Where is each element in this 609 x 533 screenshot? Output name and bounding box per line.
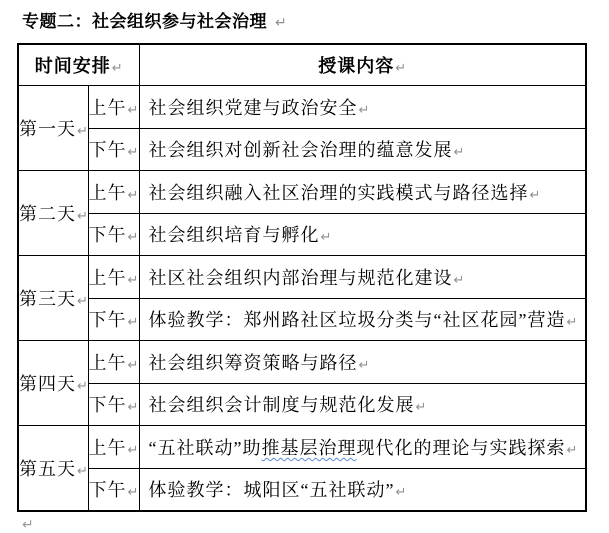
day-cell-2[interactable] [18,171,88,256]
table-row [18,298,586,341]
day-cell-5[interactable] [18,426,88,511]
content-text: 社会组织对创新社会治理的蕴意发展 [148,140,453,161]
cell-end-mark-icon: ↵ [453,145,465,161]
period-label: 下午 [88,140,127,161]
day-label: 第五天 [19,458,76,479]
content-text: “五社联动”助 [148,437,262,458]
cell-end-mark-icon: ↵ [566,442,578,458]
period-cell[interactable] [88,426,139,469]
cell-end-mark-icon: ↵ [358,357,370,373]
cell-end-mark-icon: ↵ [127,400,139,416]
content-cell[interactable] [139,86,586,129]
content-text: 体验教学：城阳区“五社联动” [148,480,395,500]
cell-end-mark-icon: ↵ [395,61,407,76]
table-row [18,86,586,129]
period-cell[interactable] [88,86,139,129]
content-text: 社会组织融入社区治理的实践模式与路径选择 [148,182,529,203]
cell-end-mark-icon: ↵ [320,230,332,246]
period-label: 上午 [88,267,127,288]
cell-end-mark-icon: ↵ [453,272,465,288]
period-cell[interactable] [88,128,139,171]
cell-end-mark-icon: ↵ [77,379,88,394]
cell-end-mark-icon: ↵ [77,124,88,139]
cell-end-mark-icon: ↵ [358,102,370,118]
table-row [18,468,586,511]
content-cell[interactable] [139,341,586,384]
content-text: 社会组织培育与孵化 [148,225,320,246]
period-cell[interactable] [88,256,139,299]
table-row [18,341,586,384]
content-cell[interactable] [139,298,586,341]
cell-end-mark-icon: ↵ [127,230,139,246]
cell-end-mark-icon: ↵ [77,463,88,479]
content-text: 社会组织党建与政治安全 [148,97,358,118]
content-text: 体验教学：郑州路社区垃圾分类与“社区花园”营造 [148,310,566,331]
cell-end-mark-icon: ↵ [127,357,139,373]
page-title-text: 专题二：社会组织参与社会治理 [22,12,267,31]
content-cell[interactable] [139,426,586,469]
content-cell[interactable] [139,383,586,426]
period-label: 下午 [88,310,127,331]
content-cell[interactable] [139,128,586,171]
period-cell[interactable] [88,468,139,511]
table-row [18,256,586,299]
cell-end-mark-icon: ↵ [127,315,139,331]
period-label: 上午 [88,352,127,373]
content-text: 社会组织会计制度与规范化发展 [148,395,415,416]
content-text: 现代化的理论与实践探索 [356,437,566,458]
header-time-label: 时间安排 [34,56,111,76]
schedule-table [17,43,587,512]
cell-end-mark-icon: ↵ [111,61,123,76]
cell-end-mark-icon: ↵ [77,209,88,224]
table-row [18,213,586,256]
paragraph-mark-icon: ↵ [275,15,287,31]
cell-end-mark-icon: ↵ [127,145,139,161]
content-text: 社会组织筹资策略与路径 [148,352,358,373]
period-cell[interactable] [88,383,139,426]
header-cell-content[interactable] [139,44,586,86]
period-cell[interactable] [88,171,139,214]
day-label: 第一天 [19,119,76,139]
cell-end-mark-icon: ↵ [127,272,139,288]
day-label: 第三天 [19,289,76,309]
table-row [18,383,586,426]
period-cell[interactable] [88,298,139,341]
day-label: 第四天 [19,374,76,394]
spellcheck-underlined-text: 推基层治理 [261,437,357,458]
table-row [18,171,586,214]
cell-end-mark-icon: ↵ [415,400,427,416]
paragraph-mark-icon: ↵ [22,517,34,533]
day-cell-1[interactable] [18,86,88,171]
day-label: 第二天 [19,204,76,224]
content-cell[interactable] [139,468,586,511]
cell-end-mark-icon: ↵ [127,485,139,500]
page-title [22,7,287,32]
cell-end-mark-icon: ↵ [529,187,541,203]
cell-end-mark-icon: ↵ [127,442,139,458]
cell-end-mark-icon: ↵ [127,102,139,118]
period-label: 上午 [88,437,127,458]
period-label: 上午 [88,182,127,203]
header-content-label: 授课内容 [318,56,395,76]
table-row [18,128,586,171]
content-cell[interactable] [139,213,586,256]
day-cell-4[interactable] [18,341,88,426]
content-text: 社区社会组织内部治理与规范化建设 [148,267,453,288]
cell-end-mark-icon: ↵ [395,485,407,500]
period-label: 下午 [88,480,127,500]
cell-end-mark-icon: ↵ [566,315,578,331]
day-cell-3[interactable] [18,256,88,341]
period-cell[interactable] [88,341,139,384]
content-cell[interactable] [139,171,586,214]
period-cell[interactable] [88,213,139,256]
header-cell-time[interactable] [18,44,139,86]
cell-end-mark-icon: ↵ [77,294,88,309]
period-label: 下午 [88,225,127,246]
period-label: 上午 [88,97,127,118]
table-row [18,426,586,469]
table-header-row [18,44,586,86]
content-cell[interactable] [139,256,586,299]
cell-end-mark-icon: ↵ [127,187,139,203]
period-label: 下午 [88,395,127,416]
